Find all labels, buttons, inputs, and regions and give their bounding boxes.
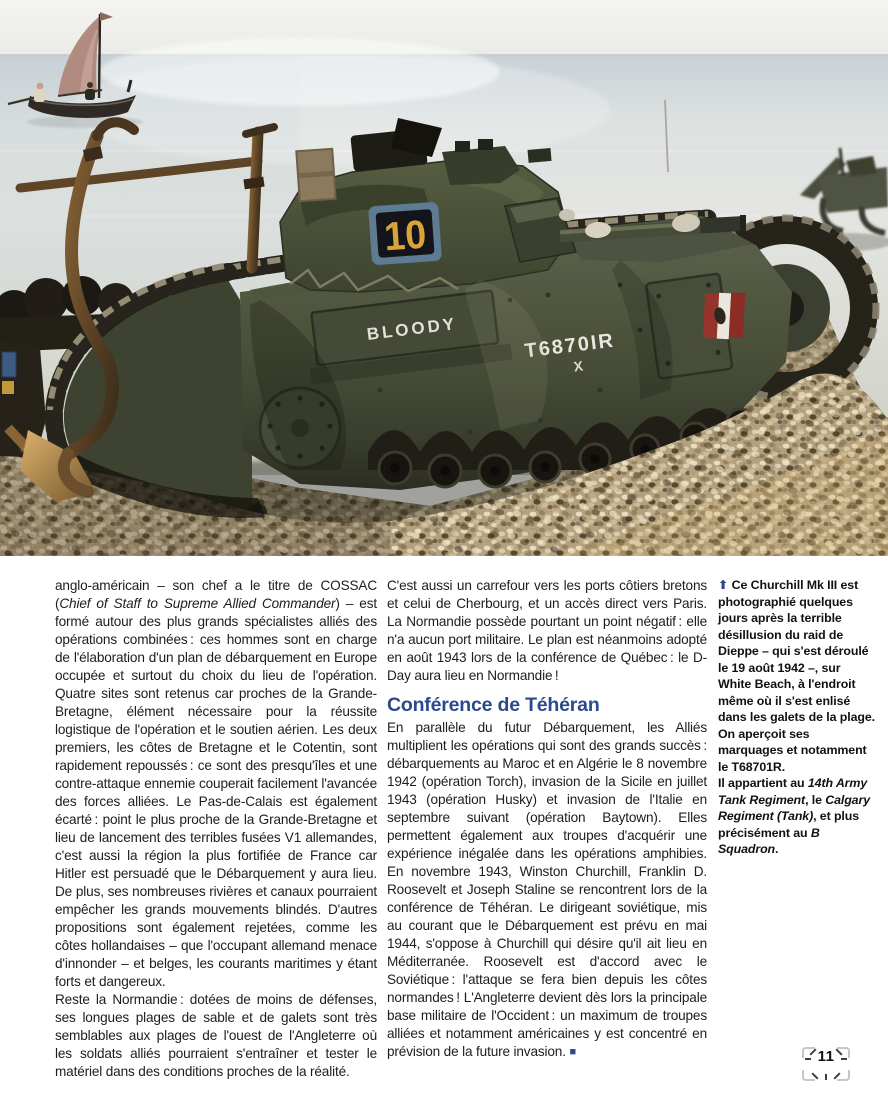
passenger-figure: [87, 82, 93, 88]
end-of-article-mark: ■: [569, 1046, 576, 1058]
mast: [99, 14, 100, 98]
article-paragraph: En parallèle du futur Débarquement, les Alliés multiplient les opérations qui sont des grands succès : débarquements au Maroc et en Algérie le 8 novembre 1942 (opération Torch), invasion de la Sicile en juillet 1943 (opération Husky) et invasion de l'Italie en septembre suivant (opération Baytown). Elles permettent également aux troupes d'acquérir une expérience inégalée dans les opérations amphibies. En novembre 1943, Winston Churchill, Franklin D. Roosevelt et Joseph Staline se rencontrent lors de la conférence de Téhéran. Le dirigeant soviétique, mis au courant que le Débarquement est prévu en mai 1944, s'oppose à Churchill qui désire qu'il ait lieu en Méditerranée. Roosevelt est d'accord avec le Soviétique : l'attaque se fera bien depuis les côtes normandes ! L'Angleterre devient dès lors la principale base militaire de l'Occident : un maximum de troupes alliées et notamment américaines y est concentré en prévision de la future invasion. ■: [387, 720, 707, 1059]
turret-number-plaque: [368, 202, 442, 266]
article-paragraph: anglo-américain – son chef a le titre de COSSAC (Chief of Staff to Supreme Allied Commander) – est formé autour des plus grands spécialistes alliés des opérations combinées : ces hommes sont en charge de l'élaboration d'un plan de débarquement en Europe occupée et surtout du choix du lieu de l'opération. Quatre sites sont retenus car proches de la Grande-Bretagne, élément nécessaire pour la réussite logistique de l'opération et le soutien aérien. Les deux premiers, les côtes de Bretagne et le Cotentin, sont rapidement repoussés : ce sont des presqu'îles et une contre-attaque ennemie couperait facilement l'avancée des forces alliées. Le Pas-de-Calais est également écarté : point le plus proche de la Grande-Bretagne et lieu de lancement des terribles fusées V1 allemandes, c'est aussi la région la plus fortifiée de France car Hitler est persuadé que le Débarquement y aura lieu. De plus, ses nombreuses rivières et canaux pourraient empêcher les grands mouvements blindés. D'autres propositions sont également rejetées, comme les côtes hollandaises – que l'occupant allemand menace d'innonder – et belges, les courants maritimes y étant forts et dangereux.: [55, 578, 377, 989]
section-heading: Conférence de Téhéran: [387, 694, 600, 716]
caption-up-arrow-icon: ⬆: [718, 578, 729, 592]
page-number: 11: [817, 1048, 835, 1065]
rower-figure: [37, 83, 44, 90]
nickname-marking: BLOODY: [365, 314, 459, 344]
svg-text:T6870IR: T6870IR: [523, 329, 617, 363]
unit-flash-insignia: [703, 291, 745, 340]
serial-x-mark: X: [572, 357, 584, 375]
stowage-tan-box: [296, 149, 335, 201]
turret-number-marking: 10: [382, 212, 431, 260]
article-paragraph: C'est aussi un carrefour vers les ports côtiers bretons et celui de Cherbourg, et un accès direct vers Paris. La Normandie possède pourtant un point négatif : elle n'a aucun port militaire. Le plan est néanmoins adopté en août 1943 lors de la conférence de Québec : le D-Day aura lieu en Normandie !: [387, 578, 707, 683]
page-number-reticle: [802, 1047, 850, 1081]
reticle-tick: [825, 1074, 827, 1080]
article-column-2: [387, 577, 707, 1061]
photo-caption: [718, 577, 875, 858]
caption-paragraph: Il appartient au 14th Army Tank Regiment, le Calgary Regiment (Tank), et plus précisément au B Squadron.: [718, 776, 870, 856]
caption-paragraph: ⬆ Ce Churchill Mk III est photographié quelques jours après la terrible désillusion du raid de Dieppe – qui s'est déroulé le 19 août 1942 –, sur White Beach, à l'endroit même où il s'est enlisé dans les galets de la plage. On aperçoit ses marquages et notamment le T68701R.: [718, 578, 875, 774]
article-column-1: [55, 577, 377, 1081]
article-paragraph: Reste la Normandie : dotées de moins de défenses, ses longues plages de sable et de galets sont très semblables aux plages de l'ouest de l'Angleterre où les soldats alliés pourraient s'entraîner et tester le matériel dans des conditions proches de la réalité.: [55, 992, 377, 1079]
